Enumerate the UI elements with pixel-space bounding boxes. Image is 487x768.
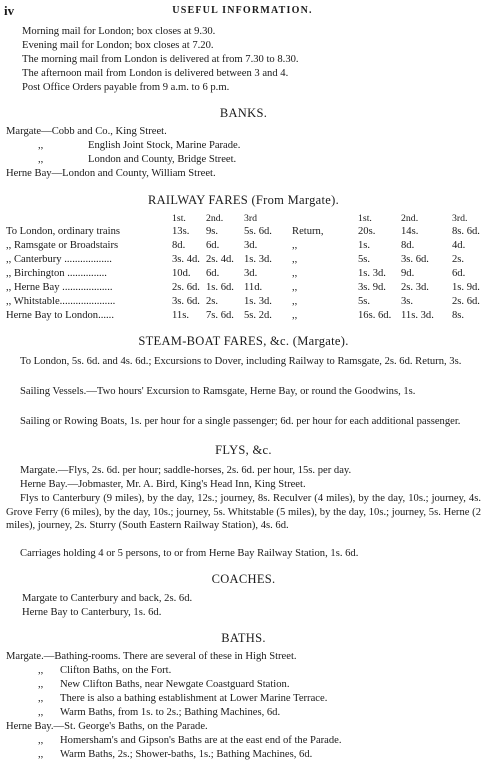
fare-row [6,283,482,297]
post-line: Evening mail for London; box closes at 7.20. [22,40,214,51]
fare-return-second: 3s. [401,296,414,307]
bath-line: There is also a bathing establishment at Lower Marine Terrace. [60,693,328,704]
post-line: The afternoon mail from London is delivered between 3 and 4. [22,68,289,79]
fare-route: Herne Bay to London...... [6,310,114,321]
bank-line: English Joint Stock, Marine Parade. [88,140,241,151]
fare-route: ,, Canterbury .................. [6,254,112,265]
fare-row [6,255,482,269]
fare-route: ,, Whitstable..................... [6,296,116,307]
class-label: 2nd. [206,213,224,224]
post-line: Morning mail for London; box closes at 9.30. [22,26,216,37]
fare-single-second: 7s. 6d. [206,310,234,321]
section-heading-flys: FLYS, &c. [215,443,272,457]
fare-single-first: 3s. 6d. [172,296,200,307]
class-label: 3rd [244,213,258,224]
fare-return-first: 1s. 3d. [358,268,386,279]
fare-single-second: 1s. 6d. [206,282,234,293]
fare-route: To London, ordinary trains [6,226,121,237]
steamboat-paragraph: Sailing Vessels.—Two hours' Excursion to Ramsgate, Herne Bay, or round the Goodwins, 1s. [20,386,416,397]
fare-single-second: 6d. [206,268,220,279]
fare-return-first: 1s. [358,240,371,251]
fare-single-third: 5s. 6d. [244,226,272,237]
fare-row [6,297,482,311]
bath-line: Homersham's and Gipson's Baths are at the east end of the Parade. [60,735,342,746]
bank-line: Herne Bay—London and County, William Street. [6,168,216,179]
fare-row [6,227,482,241]
fare-return-label: ,, [292,268,298,279]
section-heading-banks: BANKS. [219,106,268,120]
fare-return-first: 5s. [358,254,371,265]
fare-single-third: 3d. [244,240,258,251]
fare-single-third: 3d. [244,268,258,279]
section-heading-coaches: COACHES. [211,572,276,586]
flys-paragraph: Herne Bay.—Jobmaster, Mr. A. Bird, King's Head Inn, King Street. [20,479,306,490]
fare-single-second: 6d. [206,240,220,251]
bank-line: Margate—Cobb and Co., King Street. [6,126,167,137]
fare-single-first: 3s. 4d. [172,254,200,265]
bath-line: New Clifton Baths, near Newgate Coastguard Station. [60,679,290,690]
fare-return-third: 2s. 6d. [452,296,480,307]
fare-single-first: 11s. [172,310,189,321]
fare-single-third: 5s. 2d. [244,310,272,321]
fare-row [6,311,482,325]
bath-line: Warm Baths, 2s.; Shower-baths, 1s.; Bathing Machines, 6d. [60,749,313,760]
page-number: iv [4,3,15,18]
fare-return-label: ,, [292,240,298,251]
fare-return-third: 6d. [452,268,466,279]
fare-single-third: 1s. 3d. [244,254,272,265]
coach-line: Herne Bay to Canterbury, 1s. 6d. [22,607,162,618]
fare-single-second: 9s. [206,226,219,237]
fare-route: ,, Herne Bay ................... [6,282,113,293]
section-heading-steamboat: STEAM-BOAT FARES, &c. (Margate). [138,334,349,348]
fare-row [6,241,482,255]
fare-single-first: 8d. [172,240,186,251]
fare-return-label: ,, [292,296,298,307]
fare-return-first: 5s. [358,296,371,307]
bank-ditto: ,, [38,140,44,151]
fare-return-second: 8d. [401,240,415,251]
fare-return-third: 1s. 9d. [452,282,480,293]
fare-single-second: 2s. 4d. [206,254,234,265]
fare-return-label: ,, [292,254,298,265]
section-heading-baths: BATHS. [221,631,266,645]
fare-single-third: 1s. 3d. [244,296,272,307]
class-label: 3rd. [452,213,468,224]
fare-return-second: 14s. [401,226,419,237]
fare-single-second: 2s. [206,296,219,307]
bath-ditto: ,, [38,693,44,704]
bath-line: Herne Bay.—St. George's Baths, on the Parade. [6,721,208,732]
fare-return-second: 11s. 3d. [401,310,434,321]
section-heading-railway: RAILWAY FARES (From Margate). [147,193,340,207]
fare-single-third: 11d. [244,282,263,293]
fare-return-second: 2s. 3d. [401,282,429,293]
class-label: 2nd. [401,213,419,224]
bank-line: London and County, Bridge Street. [88,154,237,165]
bath-ditto: ,, [38,665,44,676]
fare-route: ,, Ramsgate or Broadstairs [6,240,119,251]
fare-return-first: 3s. 9d. [358,282,386,293]
fare-return-label: Return, [292,226,324,237]
flys-paragraph: Flys to Canterbury (9 miles), by the day, 12s.; journey, 8s. Reculver (4 miles), by the day, 10s.; journey, 4s. Grove Ferry (6 miles), by the day, 10s.; journey, 5s. Whitstable (5 miles), by the day, 10s.; journey, 5s. Herne (2 miles), journey, 2s. Sturry (South Eastern Railway Station), 4s. 6d. [6,493,481,532]
fare-route: ,, Birchington ............... [6,268,107,279]
running-head: USEFUL INFORMATION. [172,5,313,16]
fare-return-second: 9d. [401,268,415,279]
fare-return-third: 2s. [452,254,465,265]
bath-ditto: ,, [38,749,44,760]
fare-return-third: 4d. [452,240,466,251]
fare-return-first: 16s. 6d. [358,310,392,321]
fare-return-second: 3s. 6d. [401,254,429,265]
post-line: Post Office Orders payable from 9 a.m. to 6 p.m. [22,82,230,93]
steamboat-paragraph: To London, 5s. 6d. and 4s. 6d.; Excursions to Dover, including Railway to Ramsgate, 2s. 6d. Return, 3s. [20,356,462,367]
post-line: The morning mail from London is delivered at from 7.30 to 8.30. [22,54,299,65]
fare-return-label: ,, [292,282,298,293]
bath-ditto: ,, [38,735,44,746]
bank-ditto: ,, [38,154,44,165]
steamboat-paragraph: Sailing or Rowing Boats, 1s. per hour for a single passenger; 6d. per hour for each additional passenger. [20,416,461,427]
bath-line: Warm Baths, from 1s. to 2s.; Bathing Machines, 6d. [60,707,281,718]
fare-single-first: 13s. [172,226,190,237]
bath-ditto: ,, [38,707,44,718]
fare-single-first: 2s. 6d. [172,282,200,293]
flys-paragraph: Carriages holding 4 or 5 persons, to or from Herne Bay Railway Station, 1s. 6d. [20,548,359,559]
bath-line: Clifton Baths, on the Fort. [60,665,172,676]
bath-line: Margate.—Bathing-rooms. There are several of these in High Street. [6,651,297,662]
fare-return-label: ,, [292,310,298,321]
fare-single-first: 10d. [172,268,191,279]
page-header [4,4,481,18]
fare-return-third: 8s. 6d. [452,226,480,237]
fare-return-first: 20s. [358,226,376,237]
bath-ditto: ,, [38,679,44,690]
coach-line: Margate to Canterbury and back, 2s. 6d. [22,593,193,604]
fare-row [6,269,482,283]
class-label: 1st. [358,213,372,224]
flys-paragraph: Margate.—Flys, 2s. 6d. per hour; saddle-horses, 2s. 6d. per hour, 15s. per day. [20,465,352,476]
fare-return-third: 8s. [452,310,465,321]
class-label: 1st. [172,213,186,224]
